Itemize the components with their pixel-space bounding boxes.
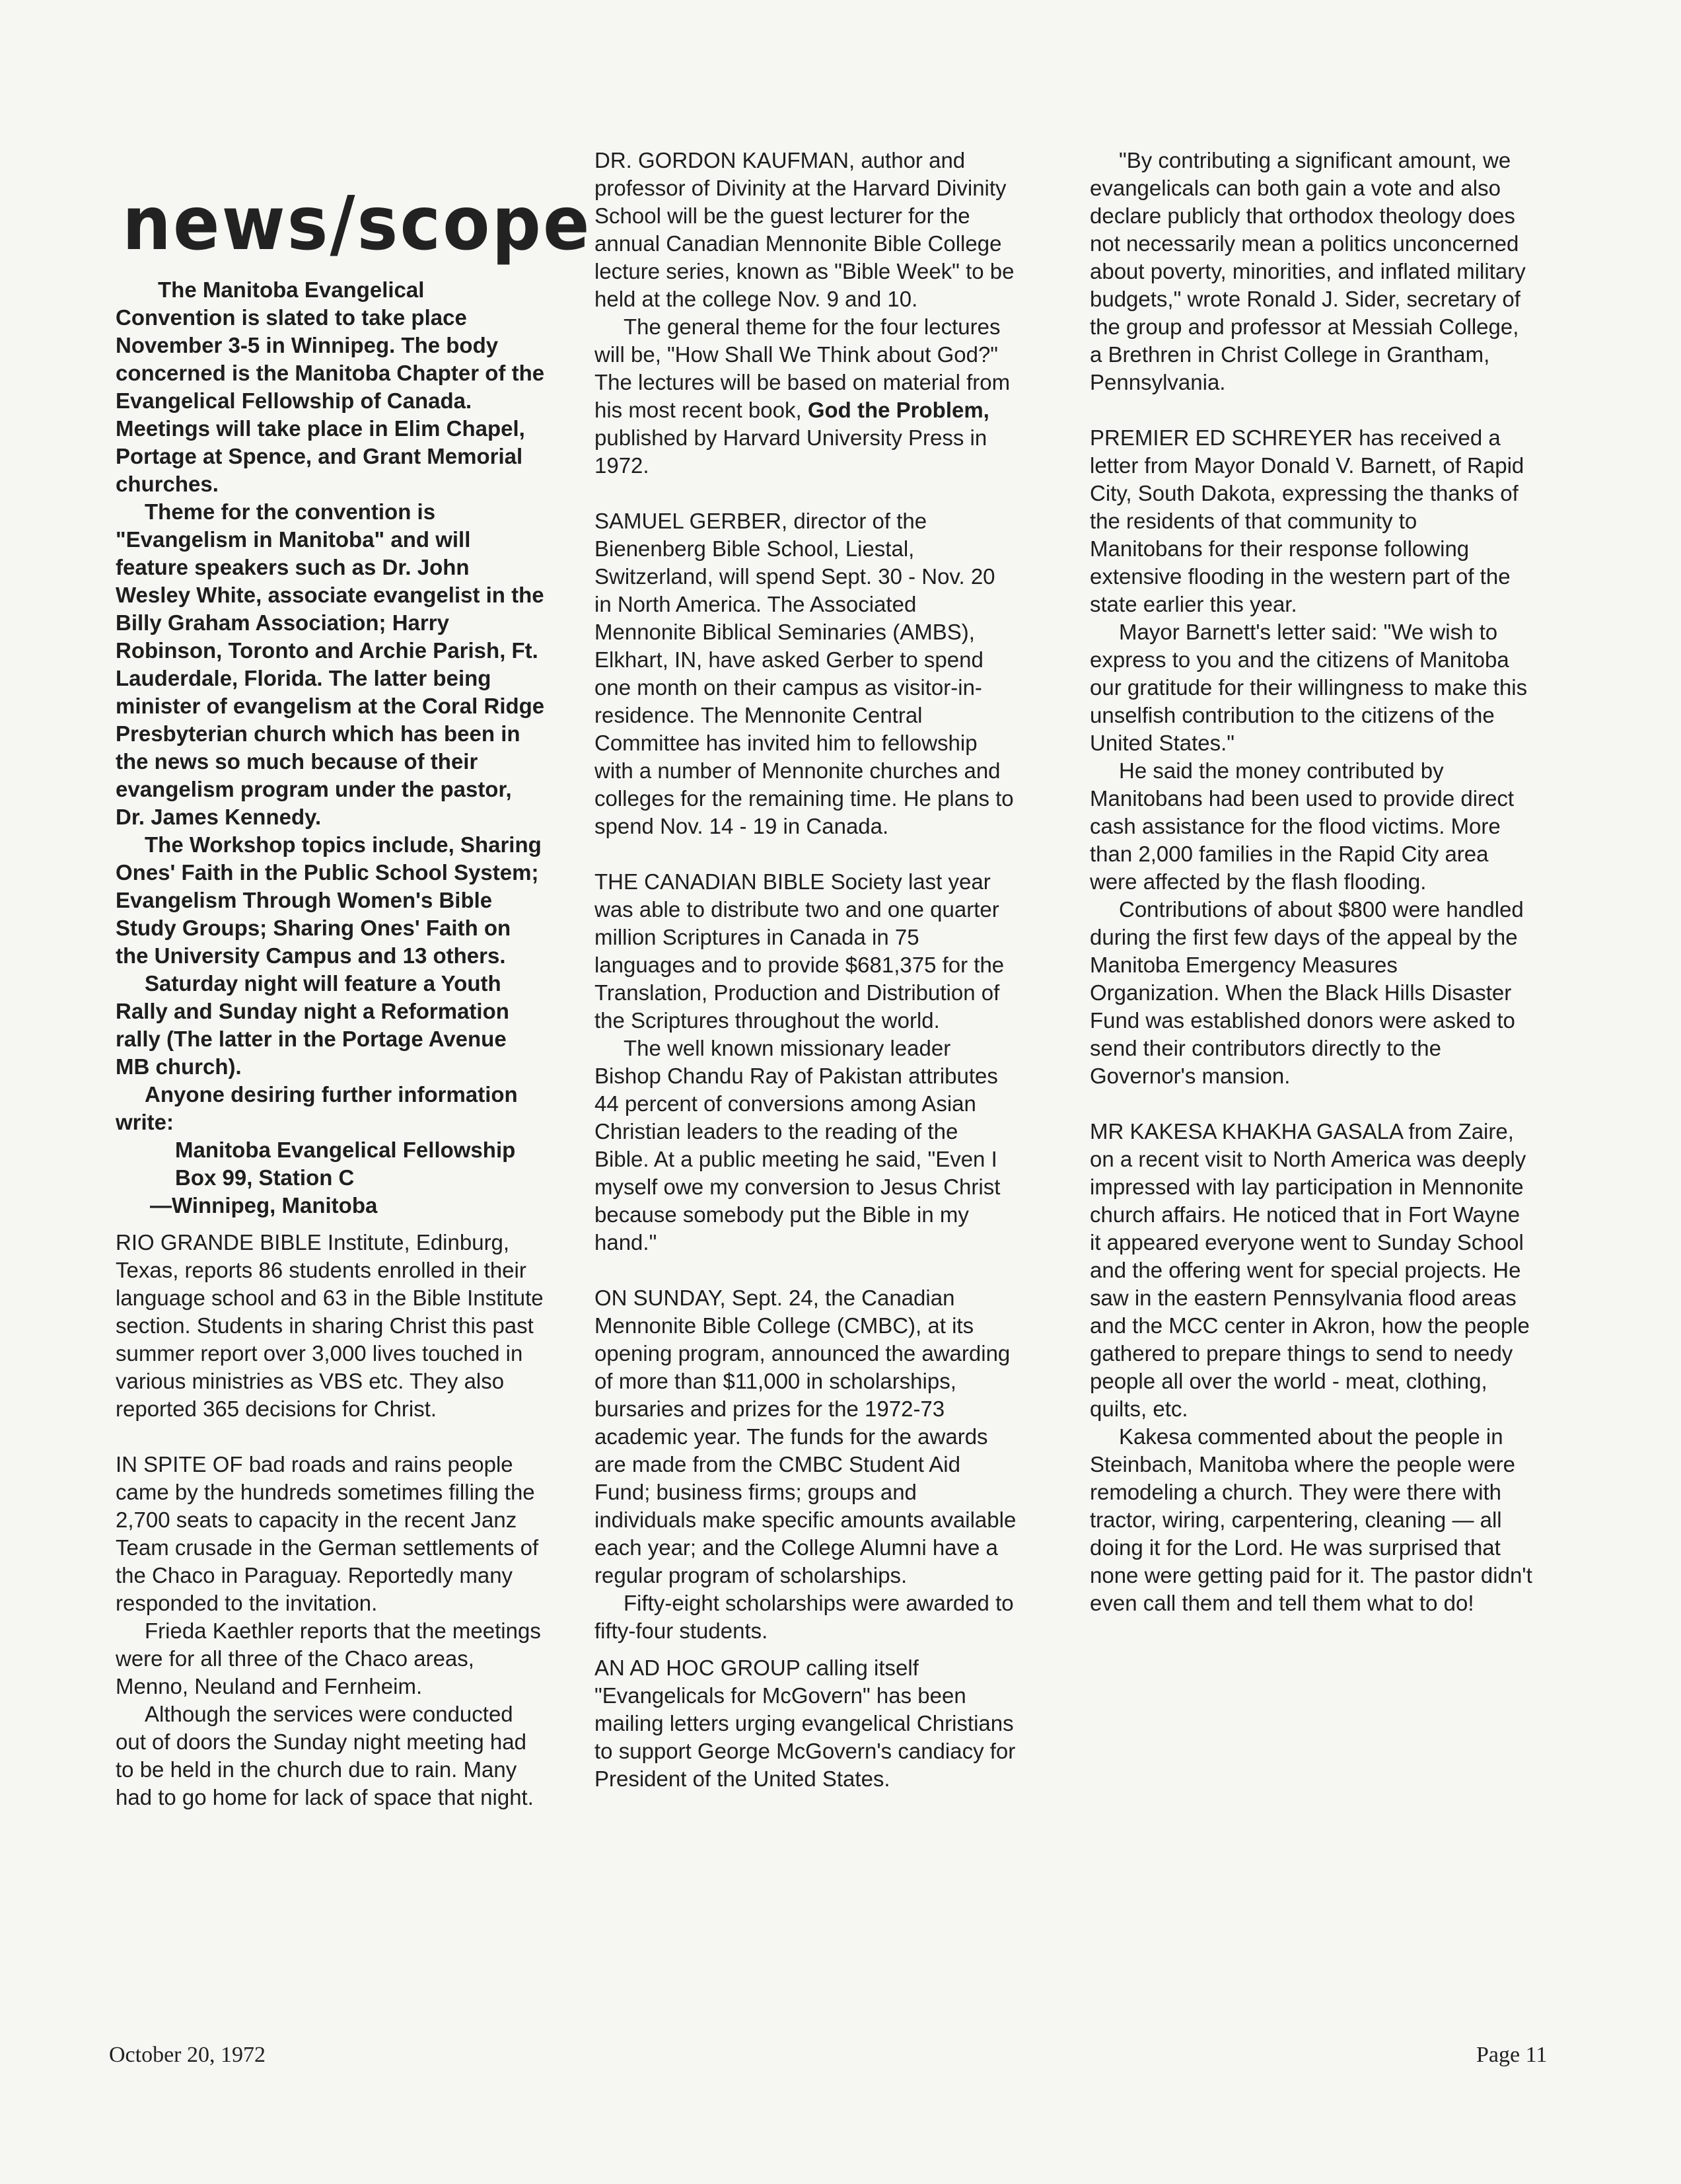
cmbc-scholarship-article [594, 1284, 1017, 1645]
paragraph: He said the money contributed by Manitobans had been used to provide direct cash assistance for the flood victims. More than 2,000 families in the Rapid City area were affected by the flash flooding. [1090, 758, 1515, 894]
paragraph: SAMUEL GERBER, director of the Bienenberg Bible School, Liestal, Switzerland, will spend Sept. 30 - Nov. 20 in North America. The Associated Mennonite Biblical Seminaries (AMBS), Elkhart, IN, have asked Gerber to spend one month on their campus as visitor-in-residence. The Mennonite Central Committee has invited him to fellowship with a number of Mennonite churches and colleges for the remaining time. He plans to spend Nov. 14 - 19 in Canada. [594, 509, 1014, 838]
issue-date: October 20, 1972 [109, 2043, 266, 2067]
kakesa-article [1090, 1118, 1532, 1617]
paragraph [594, 313, 1017, 480]
column-3 [1090, 147, 1532, 1617]
paragraph: Anyone desiring further information write: [116, 1082, 518, 1134]
sider-quote [1090, 147, 1532, 396]
mcgovern-article [594, 1654, 1017, 1793]
address-block [116, 1136, 545, 1219]
page-number: Page 11 [1476, 2043, 1548, 2067]
paragraph: Theme for the convention is "Evangelism in Manitoba" and will feature speakers such as Dr. John Wesley White, associate evangelist in the Billy Graham Association; Harry Robinson, Toronto and Archie Parish, Ft. Lauderdale, Florida. The latter being minister of evangelism at the Coral Ridge Presbyterian church which has been in the news so much because of their evangelism program under the pastor, Dr. James Kennedy. [116, 499, 545, 829]
paragraph-text: published by Harvard University Press in 1972. [594, 425, 987, 478]
paragraph: Contributions of about $800 were handled during the first few days of the appeal by the Manitoba Emergency Measures Organization. When the Black Hills Disaster Fund was established donors were asked to send their contributors directly to the Governor's mansion. [1090, 897, 1524, 1088]
paragraph: AN AD HOC GROUP calling itself "Evangelicals for McGovern" has been mailing letters urging evangelical Christians to support George McGovern's candiacy for President of the United States. [594, 1656, 1016, 1791]
paragraph: Fifty-eight scholarships were awarded to fifty-four students. [594, 1591, 1014, 1643]
paragraph: RIO GRANDE BIBLE Institute, Edinburg, Texas, reports 86 students enrolled in their language school and 63 in the Bible Institute section. Students in sharing Christ this past summer report over 3,000 lives touched in various ministries as VBS etc. They also reported 365 decisions for Christ. [116, 1230, 544, 1421]
paragraph-text: The general theme for the four lectures will be, "How Shall We Think about God?" The lectures will be based on material from his most recent book, [594, 314, 1011, 422]
paragraph: ON SUNDAY, Sept. 24, the Canadian Mennonite Bible College (CMBC), at its opening program, announced the awarding of more than $11,000 in scholarships, bursaries and prizes for the 1972-73 academic year. The funds for the awards are made from the CMBC Student Aid Fund; business firms; groups and individuals make specific amounts available each year; and the College Alumni have a regular program of scholarships. [594, 1286, 1017, 1587]
paragraph: DR. GORDON KAUFMAN, author and professor of Divinity at the Harvard Divinity School will be the guest lecturer for the annual Canadian Mennonite Bible College lecture series, known as "Bible Week" to be held at the college Nov. 9 and 10. [594, 148, 1015, 311]
masthead: news/scope [122, 180, 592, 268]
paragraph: Saturday night will feature a Youth Rally and Sunday night a Reformation rally (The latter in the Portage Avenue MB church). [116, 971, 509, 1079]
paragraph: IN SPITE OF bad roads and rains people came by the hundreds sometimes filling the 2,700 seats to capacity in the recent Janz Team crusade in the German settlements of the Chaco in Paraguay. Reportedly many responded to the invitation. [116, 1452, 539, 1615]
kaufman-article [594, 147, 1017, 480]
paragraph: Frieda Kaethler reports that the meetings were for all three of the Chaco areas, Menno, Neuland and Fernheim. [116, 1619, 541, 1698]
schreyer-article [1090, 424, 1532, 1090]
paragraph: MR KAKESA KHAKHA GASALA from Zaire, on a recent visit to North America was deeply impressed with lay participation in Mennonite church affairs. He noticed that in Fort Wayne it appeared everyone went to Sunday School and the offering went for special projects. He saw in the eastern Pennsylvania flood areas and the MCC center in Akron, how the people gathered to prepare things to send to needy people all over the world - meat, clothing, quilts, etc. [1090, 1119, 1530, 1421]
paragraph: The Manitoba Evangelical Convention is slated to take place November 3-5 in Winnipeg. The body concerned is the Manitoba Chapter of the Evangelical Fellowship of Canada. Meetings will take place in Elim Chapel, Portage at Spence, and Grant Memorial churches. [116, 277, 545, 496]
rio-grande-article [116, 1229, 545, 1423]
paragraph: THE CANADIAN BIBLE Society last year was able to distribute two and one quarter million Scriptures in Canada in 75 languages and to provide $681,375 for the Translation, Production and Distribution of the Scriptures throughout the world. [594, 869, 1005, 1033]
column-2 [594, 147, 1017, 1793]
paragraph: "By contributing a significant amount, we evangelicals can both gain a vote and also declare publicly that orthodox theology does not necessarily mean a politics unconcerned about poverty, minorities, and inflated military budgets," wrote Ronald J. Sider, secretary of the group and professor at Messiah College, a Brethren in Christ College in Grantham, Pennsylvania. [1090, 148, 1526, 394]
address-line: —Winnipeg, Manitoba [150, 1193, 378, 1218]
paragraph: Kakesa commented about the people in Steinbach, Manitoba where the people were remodeling a church. They were there with tractor, wiring, carpentering, cleaning — all doing it for the Lord. He was surprised that none were getting paid for it. The pastor didn't even call them and tell them what to do! [1090, 1424, 1532, 1615]
janz-team-article [116, 1451, 545, 1811]
book-title: God the Problem, [807, 398, 989, 422]
column-1 [116, 145, 592, 1811]
manitoba-convention-article [116, 276, 545, 1219]
paragraph: Mayor Barnett's letter said: "We wish to express to you and the citizens of Manitoba our gratitude for their willingness to make this unselfish contribution to the citizens of the United States." [1090, 620, 1528, 755]
address-line: Box 99, Station C [175, 1165, 355, 1190]
paragraph: The well known missionary leader Bishop Chandu Ray of Pakistan attributes 44 percent of conversions among Asian Christian leaders to the reading of the Bible. At a public meeting he said, "Even I myself owe my conversion to Jesus Christ because somebody put the Bible in my hand." [594, 1036, 1001, 1255]
paragraph: PREMIER ED SCHREYER has received a letter from Mayor Donald V. Barnett, of Rapid City, South Dakota, expressing the thanks of the residents of that community to Manitobans for their response following extensive flooding in the western part of the state earlier this year. [1090, 425, 1524, 616]
gerber-article [594, 507, 1017, 840]
paragraph: The Workshop topics include, Sharing Ones' Faith in the Public School System; Evangelism Through Women's Bible Study Groups; Sharing Ones' Faith on the University Campus and 13 others. [116, 832, 542, 968]
paragraph: Although the services were conducted out of doors the Sunday night meeting had to be held in the church due to rain. Many had to go home for lack of space that night. [116, 1702, 534, 1809]
bible-society-article [594, 868, 1017, 1256]
address-line: Manitoba Evangelical Fellowship [175, 1138, 516, 1162]
